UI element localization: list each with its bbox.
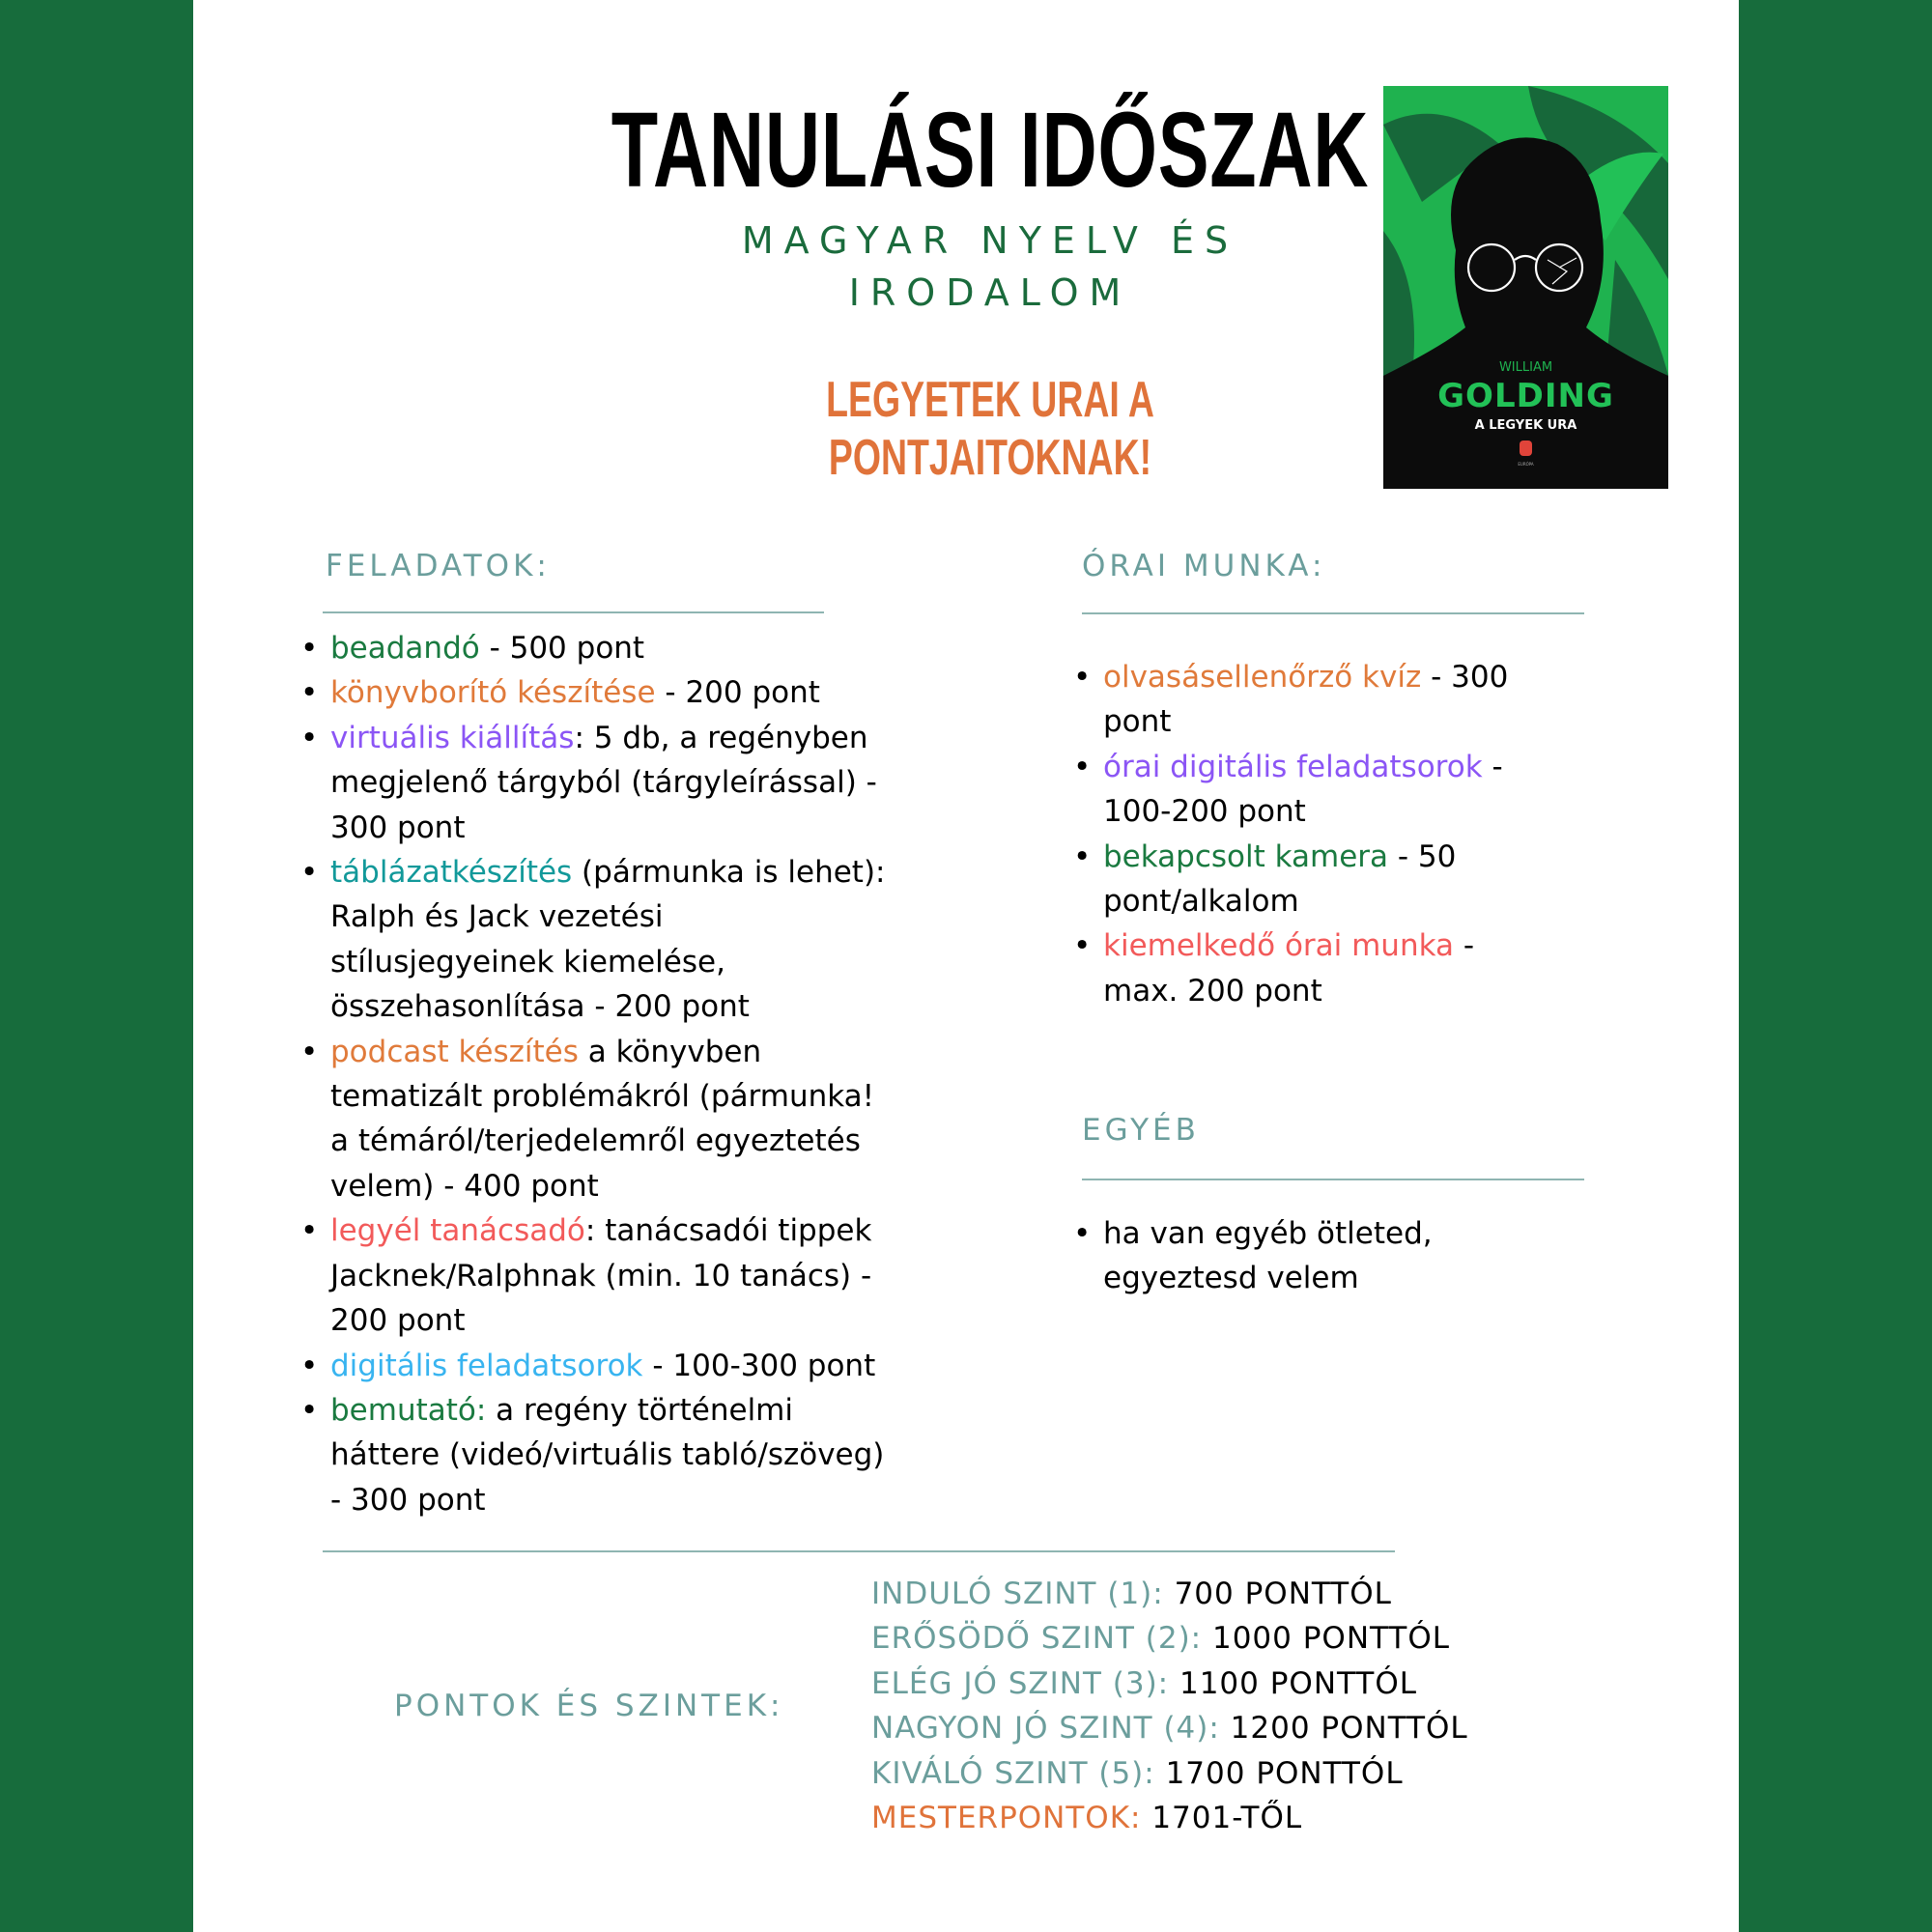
bullet-icon: • xyxy=(1073,1216,1092,1251)
cover-publisher: EURÓPA xyxy=(1518,462,1534,467)
level-label: ELÉG JÓ SZINT (3): xyxy=(871,1665,1170,1701)
bullet-icon: • xyxy=(1073,928,1092,964)
subtitle-line-2: IRODALOM xyxy=(848,271,1132,314)
bullet-icon: • xyxy=(300,675,319,711)
list-item xyxy=(300,850,1026,1030)
task-name: könyvborító készítése xyxy=(330,675,656,711)
list-item xyxy=(300,716,1026,850)
orai-munka-divider xyxy=(1082,612,1584,614)
subject-subtitle xyxy=(618,214,1362,319)
right-green-band xyxy=(1739,0,1932,1932)
list-item-line xyxy=(1103,745,1605,789)
level-row xyxy=(871,1751,1548,1796)
item-text: összehasonlítása - 200 pont xyxy=(330,989,750,1025)
bullet-icon: • xyxy=(300,1213,319,1249)
task-name: olvasásellenőrző kvíz xyxy=(1103,660,1422,695)
list-item xyxy=(1073,655,1605,745)
left-green-band xyxy=(0,0,193,1932)
bullet-icon: • xyxy=(300,720,319,755)
item-text: stílusjegyeinek kiemelése, xyxy=(330,944,725,980)
pontok-heading: PONTOK ÉS SZINTEK: xyxy=(394,1689,784,1723)
list-item-line xyxy=(1103,699,1605,744)
publisher-logo-icon xyxy=(1520,440,1532,456)
feladatok-divider xyxy=(323,611,824,613)
list-item-line xyxy=(330,670,1026,715)
task-name: digitális feladatsorok xyxy=(330,1348,643,1383)
level-label: ERŐSÖDŐ SZINT (2): xyxy=(871,1621,1203,1657)
list-item-line xyxy=(330,1030,1026,1074)
list-item-line xyxy=(1103,835,1605,879)
item-text: egyeztesd velem xyxy=(1103,1261,1359,1296)
list-item xyxy=(1073,1211,1605,1301)
list-item-line xyxy=(1103,969,1605,1013)
level-label: NAGYON JÓ SZINT (4): xyxy=(871,1711,1220,1747)
item-text: max. 200 pont xyxy=(1103,973,1322,1009)
list-item-line xyxy=(330,895,1026,939)
item-text: - 200 pont xyxy=(655,675,820,711)
task-name: legyél tanácsadó xyxy=(330,1213,585,1249)
poster-page xyxy=(193,0,1739,1932)
list-item xyxy=(300,1030,1026,1209)
list-item-line xyxy=(330,1298,1026,1343)
item-text: pont/alkalom xyxy=(1103,884,1299,920)
item-text: pont xyxy=(1103,704,1172,740)
bullet-icon: • xyxy=(1073,660,1092,695)
list-item-line xyxy=(330,806,1026,850)
list-item-line xyxy=(330,760,1026,805)
level-row xyxy=(871,1572,1548,1616)
level-threshold: 1000 PONTTÓL xyxy=(1202,1621,1451,1657)
level-threshold: 1701-TŐL xyxy=(1141,1801,1303,1836)
level-row xyxy=(871,1706,1548,1750)
level-threshold: 700 PONTTÓL xyxy=(1163,1577,1392,1611)
list-item xyxy=(1073,923,1605,1013)
list-item-line xyxy=(330,1478,1026,1522)
feladatok-heading: FELADATOK: xyxy=(326,549,551,583)
task-name: bemutató: xyxy=(330,1392,487,1428)
bullet-icon: • xyxy=(300,855,319,891)
bullet-icon: • xyxy=(1073,838,1092,874)
bullet-icon: • xyxy=(1073,749,1092,784)
list-item xyxy=(300,1344,1026,1388)
level-threshold: 1100 PONTTÓL xyxy=(1169,1665,1418,1701)
book-cover-illustration xyxy=(1383,86,1668,489)
task-name: podcast készítés xyxy=(330,1034,579,1069)
list-item-line xyxy=(1103,923,1605,968)
task-name: beadandó xyxy=(330,631,480,666)
subtitle-line-1: MAGYAR NYELV ÉS xyxy=(741,219,1239,262)
slogan: LEGYETEK URAI A PONTJAITOKNAK! xyxy=(826,372,1154,486)
list-item-line xyxy=(330,1119,1026,1163)
item-text: : 5 db, a regényben xyxy=(574,720,868,755)
cover-author-first: WILLIAM xyxy=(1498,360,1553,375)
item-text: : tanácsadói tippek xyxy=(584,1213,872,1249)
list-item-line xyxy=(1103,879,1605,923)
item-text: háttere (videó/virtuális tabló/szöveg) xyxy=(330,1437,885,1473)
level-label: MESTERPONTOK: xyxy=(871,1801,1142,1836)
list-item-line xyxy=(330,1433,1026,1477)
bottom-divider xyxy=(323,1550,1395,1552)
list-item-line xyxy=(330,1254,1026,1298)
item-text: - xyxy=(1482,749,1503,784)
page-title: TANULÁSI IDŐSZAK xyxy=(611,91,1370,210)
list-item-line xyxy=(330,1344,1026,1388)
orai-munka-heading: ÓRAI MUNKA: xyxy=(1082,549,1326,583)
item-text: a könyvben xyxy=(578,1034,762,1069)
bullet-icon: • xyxy=(300,631,319,666)
bullet-icon: • xyxy=(300,1348,319,1383)
level-row xyxy=(871,1616,1548,1661)
list-item xyxy=(1073,745,1605,835)
cover-author-last: GOLDING xyxy=(1437,377,1614,415)
item-text: 200 pont xyxy=(330,1303,466,1339)
item-text: ha van egyéb ötleted, xyxy=(1103,1216,1433,1251)
cover-book-title: A LEGYEK URA xyxy=(1474,418,1577,433)
item-text: - 50 xyxy=(1388,838,1457,874)
list-item-line xyxy=(1103,789,1605,834)
list-item-line xyxy=(330,1074,1026,1119)
list-item xyxy=(300,1388,1026,1522)
item-text: velem) - 400 pont xyxy=(330,1168,599,1204)
list-item-line xyxy=(330,850,1026,895)
task-name: virtuális kiállítás xyxy=(330,720,575,755)
task-name: táblázatkészítés xyxy=(330,855,573,891)
orai-munka-list xyxy=(1073,655,1605,1013)
egyeb-list xyxy=(1073,1211,1605,1301)
list-item-line xyxy=(330,1164,1026,1208)
level-row xyxy=(871,1662,1548,1706)
list-item-line xyxy=(1103,1211,1605,1256)
level-threshold: 1200 PONTTÓL xyxy=(1219,1711,1468,1747)
item-text: Ralph és Jack vezetési xyxy=(330,899,664,935)
egyeb-heading: EGYÉB xyxy=(1082,1113,1200,1148)
list-item-line xyxy=(330,716,1026,760)
item-text: 100-200 pont xyxy=(1103,794,1306,830)
item-text: 300 pont xyxy=(330,810,466,845)
egyeb-divider xyxy=(1082,1179,1584,1180)
levels-list xyxy=(871,1572,1548,1840)
list-item-line xyxy=(330,1208,1026,1253)
list-item xyxy=(300,670,1026,715)
feladatok-list xyxy=(300,626,1026,1522)
task-name: kiemelkedő órai munka xyxy=(1103,928,1455,964)
bullet-icon: • xyxy=(300,1392,319,1428)
item-text: Jacknek/Ralphnak (min. 10 tanács) - xyxy=(330,1258,872,1293)
list-item-line xyxy=(330,984,1026,1029)
list-item-line xyxy=(330,626,1026,670)
level-row xyxy=(871,1796,1548,1840)
item-text: a témáról/terjedelemről egyeztetés xyxy=(330,1123,861,1159)
item-text: (pármunka is lehet): xyxy=(572,855,886,891)
item-text: - 500 pont xyxy=(479,631,645,666)
list-item xyxy=(300,626,1026,670)
level-label: KIVÁLÓ SZINT (5): xyxy=(871,1755,1155,1791)
task-name: bekapcsolt kamera xyxy=(1103,838,1389,874)
item-text: megjelenő tárgyból (tárgyleírással) - xyxy=(330,765,877,801)
task-name: órai digitális feladatsorok xyxy=(1103,749,1483,784)
item-text: tematizált problémákról (pármunka! xyxy=(330,1079,875,1115)
book-cover-image xyxy=(1383,86,1668,489)
list-item-line xyxy=(330,940,1026,984)
item-text: - 300 xyxy=(1421,660,1509,695)
item-text: - 300 pont xyxy=(330,1482,486,1518)
item-text: - 100-300 pont xyxy=(642,1348,876,1383)
list-item xyxy=(300,1208,1026,1343)
bullet-icon: • xyxy=(300,1034,319,1069)
list-item xyxy=(1073,835,1605,924)
item-text: a regény történelmi xyxy=(486,1392,793,1428)
level-label: INDULÓ SZINT (1): xyxy=(871,1577,1164,1611)
list-item-line xyxy=(1103,1256,1605,1300)
list-item-line xyxy=(330,1388,1026,1433)
item-text: - xyxy=(1454,928,1475,964)
list-item-line xyxy=(1103,655,1605,699)
level-threshold: 1700 PONTTÓL xyxy=(1154,1755,1404,1791)
